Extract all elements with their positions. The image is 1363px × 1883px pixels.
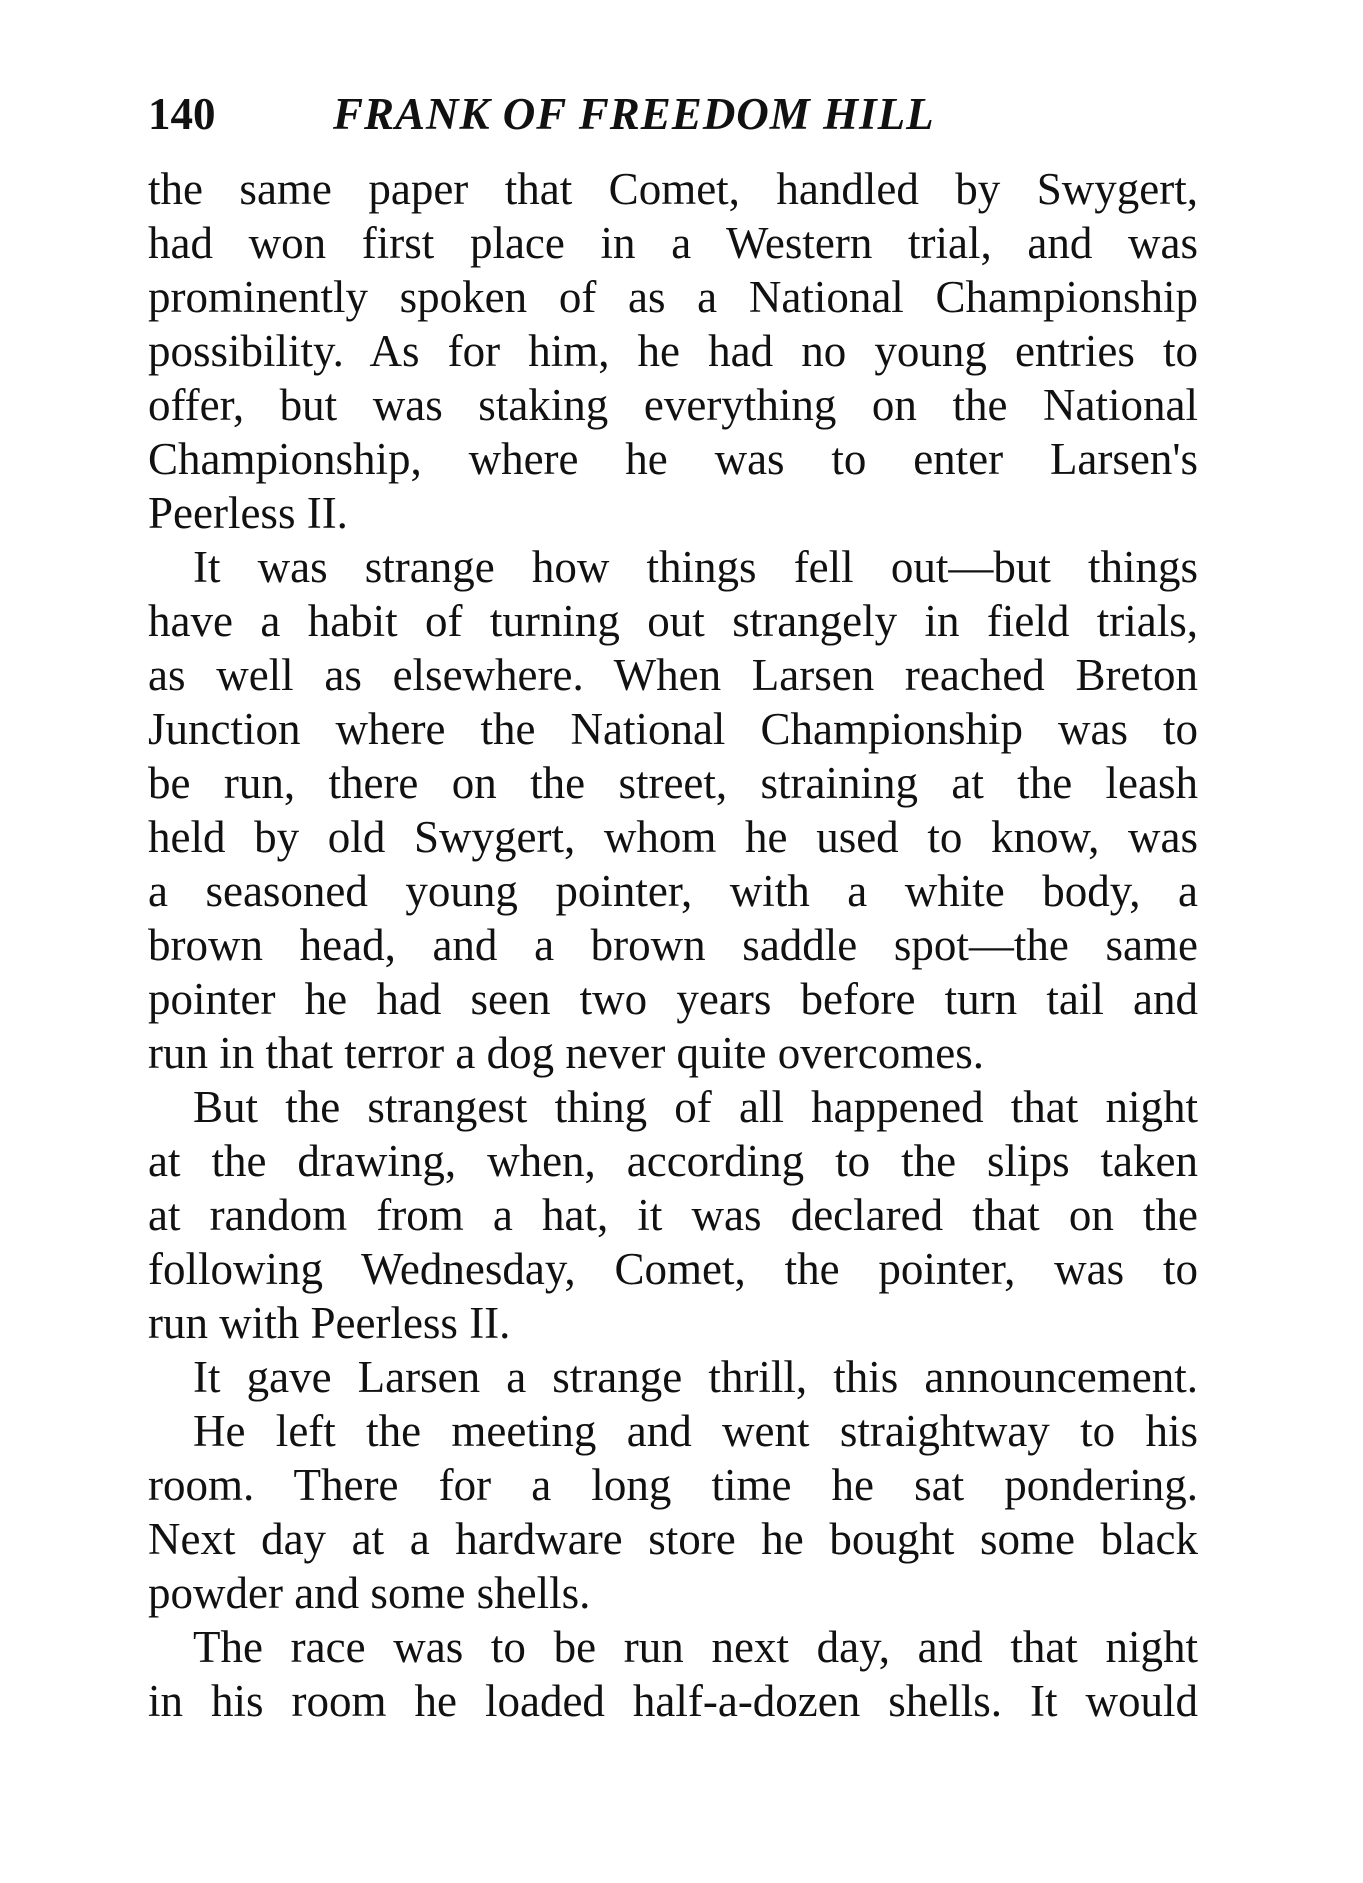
text-line: prominently spoken of as a National Championship <box>148 272 1198 322</box>
text-line: room. There for a long time he sat pondering. <box>148 1460 1198 1510</box>
text-line: be run, there on the street, straining at the leash <box>148 758 1198 808</box>
text-line: as well as elsewhere. When Larsen reached Breton <box>148 650 1198 700</box>
text-line: the same paper that Comet, handled by Swygert, <box>148 164 1198 214</box>
text-line: It was strange how things fell out—but things <box>193 542 1198 592</box>
text-line: a seasoned young pointer, with a white body, a <box>148 866 1198 916</box>
text-line: But the strangest thing of all happened that night <box>193 1082 1198 1132</box>
text-line: run with Peerless II. <box>148 1298 511 1348</box>
text-line: pointer he had seen two years before turn tail and <box>148 974 1198 1024</box>
running-header <box>148 84 1208 144</box>
text-line: run in that terror a dog never quite overcomes. <box>148 1028 984 1078</box>
text-line: Peerless II. <box>148 488 348 538</box>
text-line: Next day at a hardware store he bought some black <box>148 1514 1198 1564</box>
text-line: have a habit of turning out strangely in field trials, <box>148 596 1198 646</box>
running-title: FRANK OF FREEDOM HILL <box>333 89 935 139</box>
text-line: He left the meeting and went straightway to his <box>193 1406 1198 1456</box>
text-line: in his room he loaded half-a-dozen shells. It would <box>148 1676 1198 1726</box>
text-line: The race was to be run next day, and that night <box>193 1622 1198 1672</box>
text-line: possibility. As for him, he had no young entries to <box>148 326 1198 376</box>
text-line: at the drawing, when, according to the slips taken <box>148 1136 1198 1186</box>
text-line: at random from a hat, it was declared that on the <box>148 1190 1198 1240</box>
body-text <box>148 162 1198 1728</box>
text-line: offer, but was staking everything on the National <box>148 380 1198 430</box>
page-number: 140 <box>148 89 216 139</box>
text-line: held by old Swygert, whom he used to know, was <box>148 812 1198 862</box>
text-line: following Wednesday, Comet, the pointer, was to <box>148 1244 1198 1294</box>
text-line: brown head, and a brown saddle spot—the same <box>148 920 1198 970</box>
text-line: powder and some shells. <box>148 1568 591 1618</box>
text-line: It gave Larsen a strange thrill, this announcement. <box>193 1352 1198 1402</box>
text-line: Championship, where he was to enter Larsen's <box>148 434 1198 484</box>
text-line: had won first place in a Western trial, and was <box>148 218 1198 268</box>
text-line: Junction where the National Championship was to <box>148 704 1198 754</box>
